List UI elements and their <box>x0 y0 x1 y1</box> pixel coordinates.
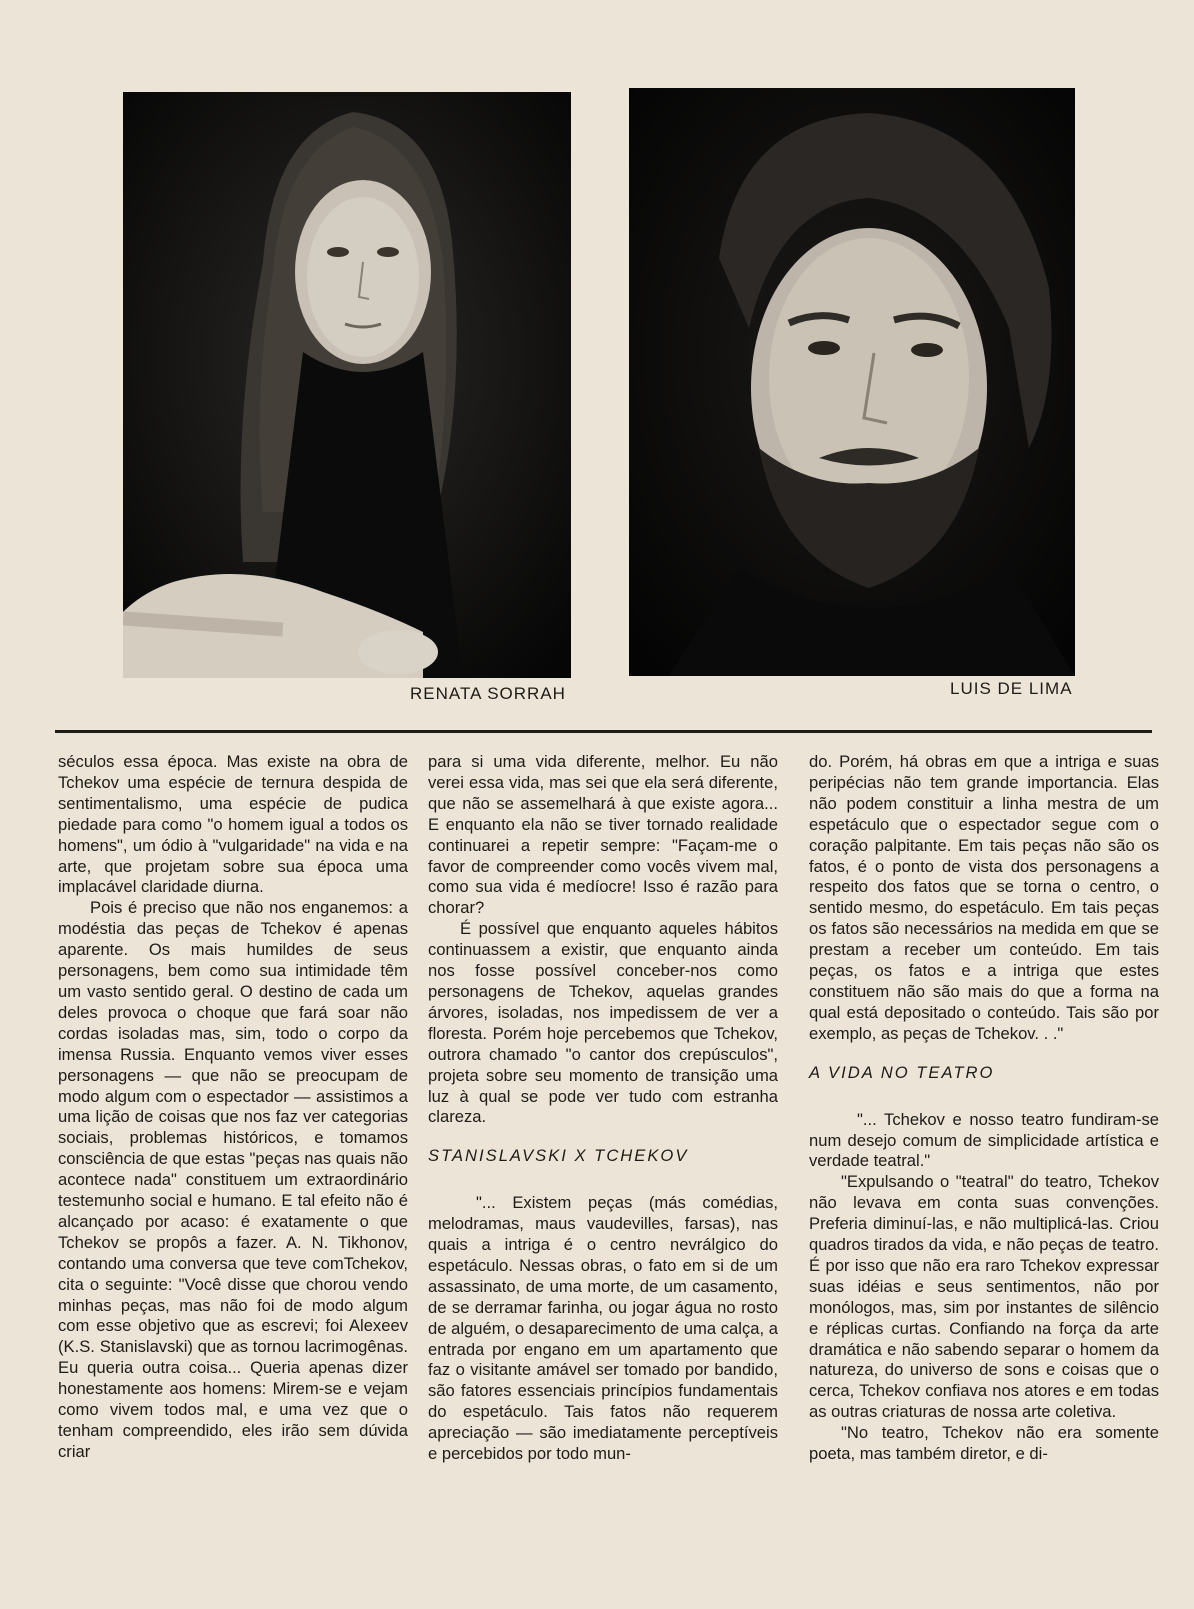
paragraph: para si uma vida diferente, melhor. Eu não verei essa vida, mas sei que ela será diferente, que não se assemelhará à que existe agora... E enquanto ela não se tiver tornado realidade continuarei a repetir sempre: "Façam-me o favor de compreender como vocês vivem mal, como sua vida é medíocre! Isso é razão para chorar? <box>428 752 778 918</box>
paragraph: séculos essa época. Mas existe na obra de Tchekov uma espécie de ternura despida de sentimentalismo, uma espécie de pudica piedade para como "o homem igual a todos os homens", um ódio à "vulgaridade" na vida e na arte, que projetam sobre sua época uma implacável claridade diurna. <box>58 752 408 897</box>
paragraph: "... Existem peças (más comédias, melodramas, maus vaudevilles, farsas), nas quais a intriga é o centro nevrálgico do espetáculo. Nessas obras, o fato em si de um assassinato, de uma morte, de um casamento, de se derramar farinha, ou jogar água no rosto de alguém, o desaparecimento de uma calça, a entrada por engano em um apartamento que faz o visitante amável ser tomado por bandido, são fatores essenciais princípios fundamentais do espetáculo. Tais fatos não requerem apreciação — são imediatamente perceptíveis e percebidos por todo mun- <box>428 1193 778 1464</box>
text-column-3 <box>809 752 1159 1465</box>
paragraph: "No teatro, Tchekov não era somente poeta, mas também diretor, e di- <box>809 1423 1159 1464</box>
text-column-2 <box>428 752 778 1465</box>
portrait-photo-luis-de-lima <box>629 88 1075 676</box>
photo-caption-right: LUIS DE LIMA <box>950 679 1073 698</box>
portrait-woman-image <box>123 92 571 678</box>
paragraph: Pois é preciso que não nos enganemos: a modéstia das peças de Tchekov é apenas aparente. Os mais humildes de seus personagens, bem como sua intimidade têm um vasto sentido geral. O destino de cada um deles provoca o choque que fará soar não cordas isoladas mas, sim, todo o corpo da imensa Russia. Enquanto vemos viver esses personagens — que não se preocupam de modo algum com o espectador — assistimos a uma lição de coisas que nos faz ver categorias sociais, problemas históricos, e tomamos consciência de que estas "peças nas quais não acontece nada" constituem um extraordinário testemunho social e humano. E tal efeito não é alcançado por acaso: é exatamente o que Tchekov se propôs a fazer. A. N. Tikhonov, contando uma conversa que teve comTchekov, cita o seguinte: "Você disse que chorou vendo minhas peças, mas não foi de modo algum com esse objetivo que as escrevi; foi Alexeev (K.S. Stanislavski) que as tornou lacrimogênas. Eu queria outra coisa... Queria apenas dizer honestamente aos homens: Mirem-se e vejam como vivem todos mal, e uma vez que o tenham compreendido, eles irão sem dúvida criar <box>58 898 408 1461</box>
section-heading-vida-no-teatro: A VIDA NO TEATRO <box>809 1062 995 1082</box>
paragraph: É possível que enquanto aqueles hábitos continuassem a existir, que enquanto ainda nos fosse possível conceber-nos como personagens de Tchekov, aquelas grandes árvores, isoladas, nos impedissem de ver a floresta. Porém hoje percebemos que Tchekov, outrora chamado "o cantor dos crepúsculos", projeta sobre seu momento de transição uma luz à qual se pode ver tudo com estranha clareza. <box>428 919 778 1127</box>
paragraph: do. Porém, há obras em que a intriga e suas peripécias não tem grande importancia. Elas não podem constituir a linha mestra de um espetáculo que o espectador segue com o coração palpitante. Em tais peças não são os fatos, é o ponto de vista dos personagens a respeito dos fatos que se torna o centro, o sentido mesmo, do espetáculo. Em tais peças os fatos são necessários na medida em que se prestam a receber um conteúdo. Em tais peças, os fatos e a intriga que estes constituem não são mais do que a forma na qual está depositado o conteúdo. Tais são por exemplo, as peças de Tchekov. . ." <box>809 752 1159 1043</box>
photo-caption-left: RENATA SORRAH <box>410 684 566 703</box>
section-heading-stanislavski: STANISLAVSKI X TCHEKOV <box>428 1146 689 1166</box>
horizontal-divider <box>55 730 1152 733</box>
paragraph: "Expulsando o "teatral" do teatro, Tchekov não levava em conta suas convenções. Preferia diminuí-las, e não multiplicá-las. Criou quadros tirados da vida, e não peças de teatro. É por isso que não era raro Tchekov expressar suas idéias e seus sentimentos, não por monólogos, mas, sim por instantes de silêncio e réplicas curtas. Confiando na força da arte dramática e não sabendo separar o homem da natureza, do universo de sons e coisas que o cerca, Tchekov confiava nos atores e em todas as outras criaturas de nossa arte coletiva. <box>809 1172 1159 1422</box>
portrait-man-image <box>629 88 1075 676</box>
paragraph: "... Tchekov e nosso teatro fundiram-se num desejo comum de simplicidade artística e verdade teatral." <box>809 1109 1159 1171</box>
text-column-1 <box>58 752 408 1463</box>
portrait-photo-renata-sorrah <box>123 92 571 678</box>
